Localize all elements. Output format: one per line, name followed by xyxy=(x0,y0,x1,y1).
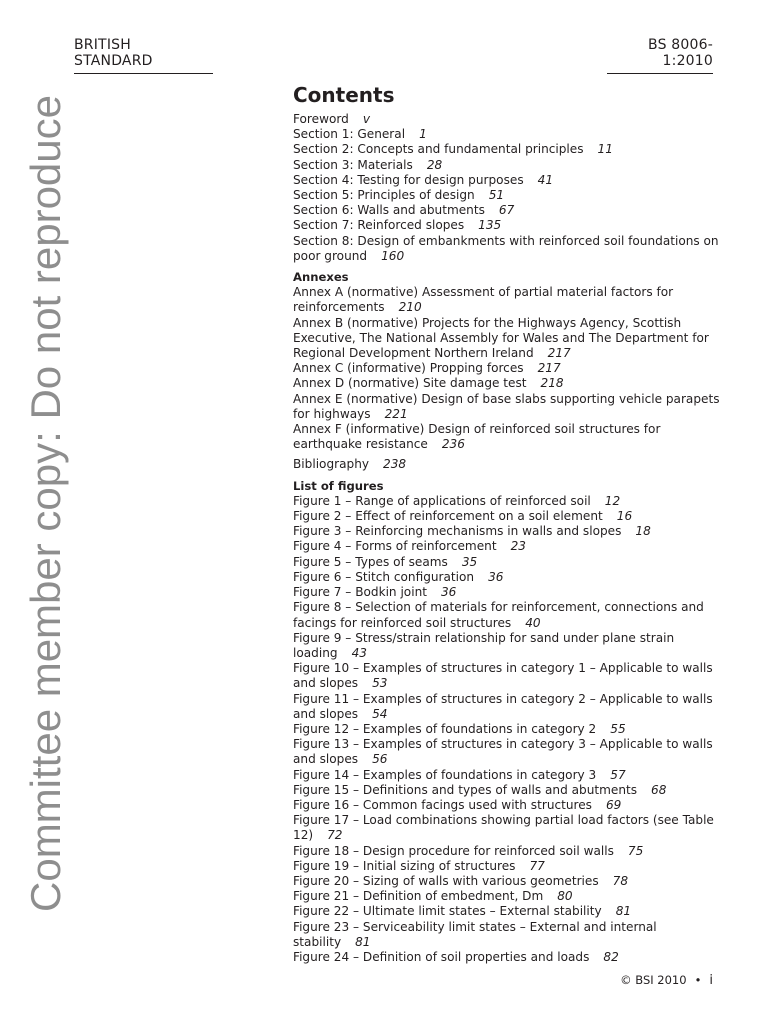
figure-entry-text: Figure 4 – Forms of reinforcement xyxy=(293,539,497,554)
figure-entry-page: 80 xyxy=(557,889,573,904)
figure-entry xyxy=(293,661,725,691)
figure-entry xyxy=(293,783,725,798)
figure-entry xyxy=(293,722,725,737)
figure-entry-text: Figure 1 – Range of applications of reinforced soil xyxy=(293,493,591,508)
figure-entry-page: 36 xyxy=(488,569,504,584)
figure-entry-text: Figure 11 – Examples of structures in category 2 – Applicable to walls and slopes xyxy=(293,691,713,721)
figure-entry xyxy=(293,692,725,722)
figure-entry xyxy=(293,524,725,539)
figure-entry-page: 40 xyxy=(525,615,541,630)
figure-entry-page: 82 xyxy=(603,949,619,964)
annex-entry-text: Annex F (informative) Design of reinforced soil structures for earthquake resistance xyxy=(293,422,661,452)
main-list xyxy=(293,112,725,264)
figure-entry-text: Figure 19 – Initial sizing of structures xyxy=(293,858,516,873)
contents-entry-page: 11 xyxy=(597,142,613,157)
figure-entry-text: Figure 6 – Stitch configuration xyxy=(293,569,475,584)
figure-entry xyxy=(293,950,725,965)
figure-entry xyxy=(293,494,725,509)
figure-entry-page: 53 xyxy=(372,676,388,691)
contents-entry xyxy=(293,142,725,157)
figure-entry-text: Figure 20 – Sizing of walls with various geometries xyxy=(293,873,599,888)
figures-heading: List of figures xyxy=(293,478,384,493)
figure-entry-page: 43 xyxy=(351,645,367,660)
contents-entry-page: 1 xyxy=(419,127,427,142)
contents-entry-text: Foreword xyxy=(293,112,349,126)
figure-entry-page: 56 xyxy=(372,752,388,767)
figure-entry-page: 23 xyxy=(510,539,526,554)
figure-entry-text: Figure 9 – Stress/strain relationship for sand under plane strain loading xyxy=(293,630,675,660)
contents-entry-page: 28 xyxy=(426,157,443,172)
figure-entry xyxy=(293,874,725,889)
contents-entry-text: Section 6: Walls and abutments xyxy=(293,203,485,218)
figure-entry xyxy=(293,631,725,661)
figure-entry xyxy=(293,798,725,813)
contents-entry-text: Section 1: General xyxy=(293,127,406,142)
annex-entry xyxy=(293,316,725,362)
figure-list xyxy=(293,494,725,965)
annex-entry-text: Annex A (normative) Assessment of partial material factors for reinforcements xyxy=(293,285,674,315)
figure-entry xyxy=(293,600,725,630)
figure-entry-page: 69 xyxy=(605,797,622,812)
annex-entry xyxy=(293,422,725,452)
figure-entry-text: Figure 18 – Design procedure for reinforced soil walls xyxy=(293,843,614,858)
figure-entry-text: Figure 14 – Examples of foundations in category 3 xyxy=(293,767,597,782)
annex-entry-text: Annex D (normative) Site damage test xyxy=(293,376,527,391)
figure-entry xyxy=(293,737,725,767)
contents-entry xyxy=(293,158,725,173)
contents-entry-text: Section 5: Principles of design xyxy=(293,188,475,203)
annexes-heading: Annexes xyxy=(293,270,349,285)
contents-entry xyxy=(293,203,725,218)
figure-entry-page: 16 xyxy=(616,509,633,524)
contents-entry-page: 41 xyxy=(537,172,554,187)
footer xyxy=(620,973,713,988)
figure-entry xyxy=(293,539,725,554)
figure-entry xyxy=(293,585,725,600)
figure-entry-page: 35 xyxy=(461,554,478,569)
annex-entry xyxy=(293,361,725,376)
bibliography-page: 238 xyxy=(383,457,407,472)
annex-entry xyxy=(293,285,725,315)
figure-entry-text: Figure 2 – Effect of reinforcement on a soil element xyxy=(293,509,603,524)
annex-entry-page: 210 xyxy=(398,300,422,315)
figure-entry xyxy=(293,768,725,783)
figure-entry xyxy=(293,555,725,570)
figure-entry-text: Figure 3 – Reinforcing mechanisms in walls and slopes xyxy=(293,524,622,539)
figure-entry-text: Figure 10 – Examples of structures in category 1 – Applicable to walls and slopes xyxy=(293,661,713,691)
contents-entry-text: Section 8: Design of embankments with reinforced soil foundations on poor ground xyxy=(293,233,719,263)
contents-entry-text: Section 2: Concepts and fundamental principles xyxy=(293,142,584,157)
annex-entry-page: 217 xyxy=(537,361,561,376)
figure-entry-page: 78 xyxy=(612,873,629,888)
figure-entry-text: Figure 21 – Definition of embedment, Dm xyxy=(293,889,544,904)
annex-entry-text: Annex E (normative) Design of base slabs supporting vehicle parapets for highways xyxy=(293,391,720,421)
figure-entry-text: Figure 5 – Types of seams xyxy=(293,554,448,569)
contents-entry-page: 160 xyxy=(381,248,405,263)
bibliography-entry xyxy=(293,457,725,472)
figure-entry xyxy=(293,509,725,524)
figure-entry-text: Figure 24 – Definition of soil properties and loads xyxy=(293,949,590,964)
footer-bullet: • xyxy=(694,973,702,987)
figure-entry-page: 54 xyxy=(372,706,388,721)
annex-entry xyxy=(293,392,725,422)
annex-entry xyxy=(293,376,725,391)
contents-entry-page: 67 xyxy=(498,203,515,218)
figure-entry xyxy=(293,904,725,919)
figure-entry-text: Figure 12 – Examples of foundations in category 2 xyxy=(293,721,597,736)
figure-entry xyxy=(293,813,725,843)
header-right: BS 8006-1:2010 xyxy=(607,37,713,74)
annex-entry-text: Annex B (normative) Projects for the Highways Agency, Scottish Executive, The National Assembly for Wales and The Department for Regional Development Northern Ireland xyxy=(293,315,709,361)
contents-entry xyxy=(293,173,725,188)
contents-entry-text: Section 7: Reinforced slopes xyxy=(293,218,465,233)
figure-entry-page: 81 xyxy=(355,934,371,949)
annex-entry-text: Annex C (informative) Propping forces xyxy=(293,361,524,376)
contents-entry xyxy=(293,188,725,203)
contents-entry xyxy=(293,234,725,264)
annex-entry-page: 236 xyxy=(441,437,465,452)
contents-entry-page: 135 xyxy=(478,218,502,233)
contents-entry-page: v xyxy=(362,112,370,126)
annex-entry-page: 217 xyxy=(547,346,571,361)
page-number: i xyxy=(709,973,713,988)
figure-entry-page: 81 xyxy=(615,904,632,919)
annex-entry-page: 221 xyxy=(384,406,408,421)
figure-entry-page: 57 xyxy=(610,767,626,782)
contents-entry xyxy=(293,112,725,127)
figure-entry-text: Figure 13 – Examples of structures in category 3 – Applicable to walls and slopes xyxy=(293,737,713,767)
figure-entry-text: Figure 16 – Common facings used with structures xyxy=(293,797,592,812)
page-title: Contents xyxy=(293,83,395,107)
header-left: BRITISH STANDARD xyxy=(74,37,213,74)
bibliography-text: Bibliography xyxy=(293,457,370,472)
figure-entry-text: Figure 17 – Load combinations showing partial load factors (see Table 12) xyxy=(293,813,714,843)
figure-entry-text: Figure 23 – Serviceability limit states – External and internal stability xyxy=(293,919,657,949)
figure-entry-text: Figure 15 – Definitions and types of walls and abutments xyxy=(293,782,638,797)
figure-entry xyxy=(293,859,725,874)
figure-entry xyxy=(293,844,725,859)
annex-entry-page: 218 xyxy=(540,376,564,391)
figure-entry-page: 68 xyxy=(651,782,667,797)
contents-entry-text: Section 3: Materials xyxy=(293,157,413,172)
copyright: © BSI 2010 xyxy=(620,973,687,987)
figure-entry xyxy=(293,920,725,950)
figure-entry-page: 18 xyxy=(635,524,651,539)
figure-entry-text: Figure 7 – Bodkin joint xyxy=(293,585,427,600)
figure-entry xyxy=(293,889,725,904)
watermark: Committee member copy: Do not reproduce xyxy=(22,94,69,912)
contents-entry-page: 51 xyxy=(488,188,505,203)
figure-entry-page: 75 xyxy=(627,843,644,858)
contents-entry-text: Section 4: Testing for design purposes xyxy=(293,172,524,187)
figure-entry-page: 36 xyxy=(440,585,457,600)
figure-entry-page: 72 xyxy=(327,828,343,843)
figure-entry-text: Figure 22 – Ultimate limit states – External stability xyxy=(293,904,602,919)
annex-list xyxy=(293,285,725,452)
figure-entry-text: Figure 8 – Selection of materials for reinforcement, connections and facings for reinforced soil structures xyxy=(293,600,704,630)
figure-entry-page: 12 xyxy=(604,493,621,508)
contents-entry xyxy=(293,218,725,233)
contents xyxy=(293,82,725,965)
figure-entry-page: 55 xyxy=(610,721,626,736)
bibliography-list xyxy=(293,457,725,472)
contents-entry xyxy=(293,127,725,142)
figure-entry xyxy=(293,570,725,585)
figure-entry-page: 77 xyxy=(529,858,545,873)
